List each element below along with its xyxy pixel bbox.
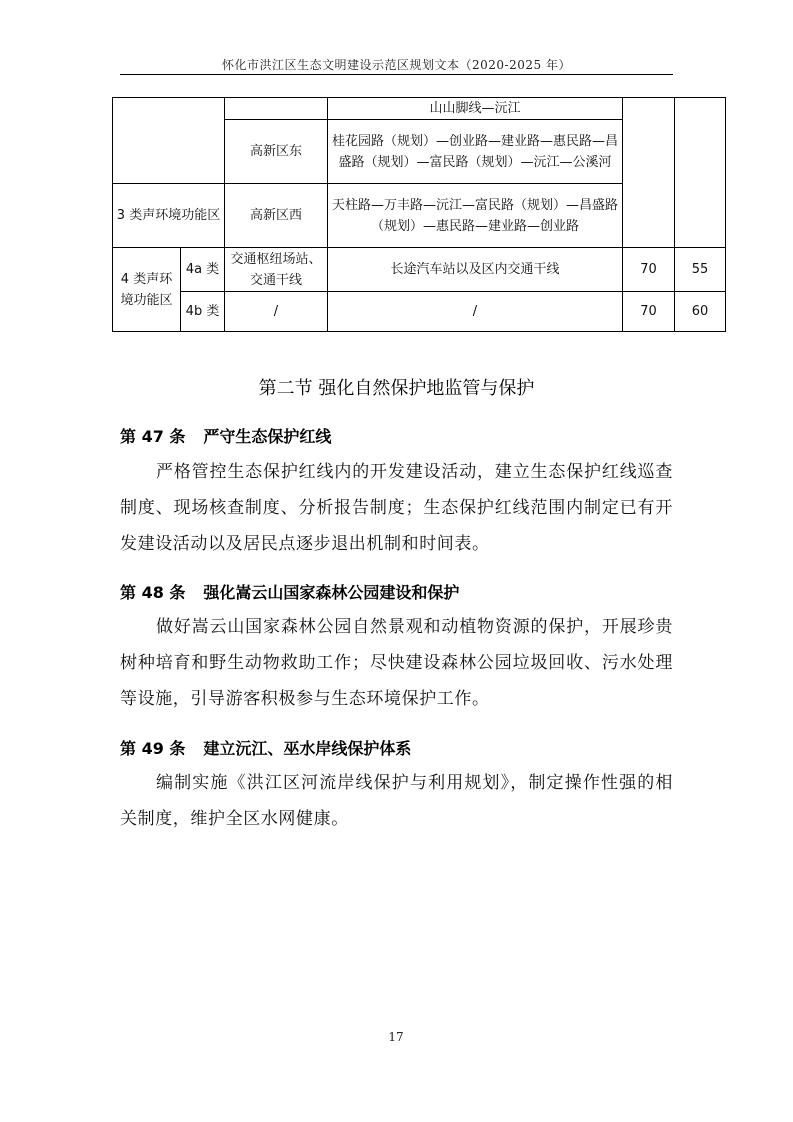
day-limit-cell	[623, 98, 675, 248]
article-number: 第 48 条	[120, 583, 186, 602]
article-heading	[120, 736, 411, 759]
subclass-cell: 4b 类	[181, 292, 225, 332]
area-cell: 交通枢纽场站、交通干线	[225, 248, 328, 292]
zone-cell: 4 类声环境功能区	[113, 248, 181, 332]
article-body: 严格管控生态保护红线内的开发建设活动，建立生态保护红线巡查制度、现场核查制度、分析报告制度；生态保护红线范围内制定已有开发建设活动以及居民点逐步退出机制和时间表。	[120, 462, 673, 554]
article-body: 编制实施《洪江区河流岸线保护与利用规划》，制定操作性强的相关制度，维护全区水网健康。	[120, 773, 673, 829]
zone-cell: 3 类声环境功能区	[113, 184, 225, 248]
noise-zone-table	[112, 97, 726, 332]
article-title: 建立沅江、巫水岸线保护体系	[203, 739, 412, 758]
article-heading	[120, 424, 331, 447]
area-cell: 高新区东	[225, 120, 328, 184]
header-rule	[120, 74, 673, 75]
section-title: 第二节 强化自然保护地监管与保护	[258, 378, 535, 399]
table-row	[113, 98, 726, 120]
zone-cell-blank	[113, 98, 225, 184]
route-cell: 长途汽车站以及区内交通干线	[328, 248, 623, 292]
day-limit-cell: 70	[623, 292, 675, 332]
table-row	[113, 248, 726, 292]
route-cell: 桂花园路（规划）—创业路—建业路—惠民路—昌盛路（规划）—富民路（规划）—沅江—公溪河	[328, 120, 623, 184]
article-title: 强化嵩云山国家森林公园建设和保护	[203, 583, 460, 602]
article-body: 做好嵩云山国家森林公园自然景观和动植物资源的保护，开展珍贵树种培育和野生动物救助工作；尽快建设森林公园垃圾回收、污水处理等设施，引导游客积极参与生态环境保护工作。	[120, 617, 673, 709]
route-cell: 山山脚线—沅江	[328, 98, 623, 120]
night-limit-cell	[675, 98, 726, 248]
route-cell: /	[328, 292, 623, 332]
table-row	[113, 292, 726, 332]
night-limit-cell: 55	[675, 248, 726, 292]
route-cell: 天柱路—万丰路—沅江—富民路（规划）—昌盛路（规划）—惠民路—建业路—创业路	[328, 184, 623, 248]
running-header: 怀化市洪江区生态文明建设示范区规划文本（2020-2025 年）	[222, 58, 571, 72]
area-cell-blank	[225, 98, 328, 120]
article-title: 严守生态保护红线	[203, 427, 332, 446]
article-number: 第 47 条	[120, 427, 186, 446]
day-limit-cell: 70	[623, 248, 675, 292]
area-cell: 高新区西	[225, 184, 328, 248]
page-number: 17	[388, 1030, 404, 1044]
subclass-cell: 4a 类	[181, 248, 225, 292]
article-number: 第 49 条	[120, 739, 186, 758]
night-limit-cell: 60	[675, 292, 726, 332]
article-heading	[120, 580, 459, 603]
area-cell: /	[225, 292, 328, 332]
